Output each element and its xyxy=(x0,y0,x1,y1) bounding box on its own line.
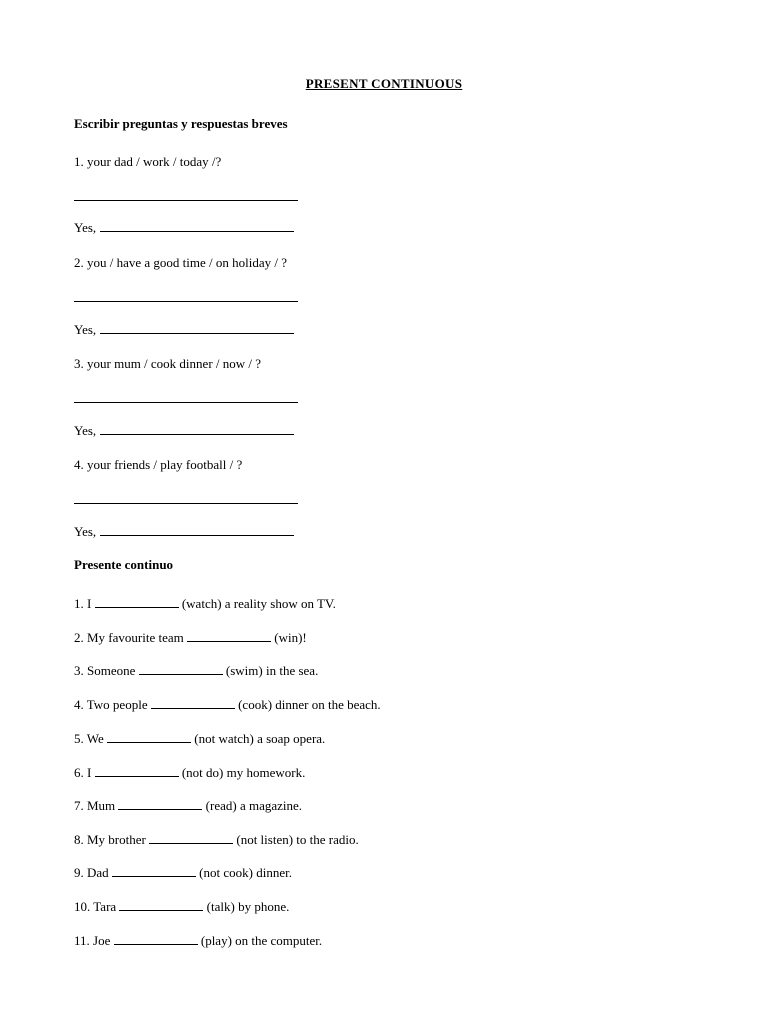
fill-blank[interactable] xyxy=(95,606,179,608)
item-suffix: (read) a magazine. xyxy=(202,798,303,813)
answer-blank[interactable] xyxy=(74,503,298,504)
question-item: 4. your friends / play football / ? xyxy=(74,457,243,472)
item-suffix: (not cook) dinner. xyxy=(195,865,292,880)
item-suffix: (not watch) a soap opera. xyxy=(191,731,326,746)
short-answer-row xyxy=(74,322,294,338)
item-prefix: 2. My favourite team xyxy=(74,630,187,645)
question-item: 3. your mum / cook dinner / now / ? xyxy=(74,356,262,371)
fill-blank[interactable] xyxy=(107,741,191,743)
exercise-item xyxy=(74,798,302,814)
fill-blank[interactable] xyxy=(151,707,235,709)
yes-label: Yes, xyxy=(74,220,97,235)
short-answer-blank[interactable] xyxy=(100,534,294,536)
fill-blank[interactable] xyxy=(95,775,179,777)
short-answer-blank[interactable] xyxy=(100,230,294,232)
exercise-item xyxy=(74,630,307,646)
exercise-item xyxy=(74,596,336,612)
item-prefix: 10. Tara xyxy=(74,899,120,914)
item-suffix: (cook) dinner on the beach. xyxy=(234,697,381,712)
section2-heading: Presente continuo xyxy=(74,557,174,572)
exercise-item xyxy=(74,933,322,949)
yes-label: Yes, xyxy=(74,524,97,539)
fill-blank[interactable] xyxy=(149,842,233,844)
yes-label: Yes, xyxy=(74,423,97,438)
short-answer-row xyxy=(74,423,294,439)
page-title: PRESENT CONTINUOUS xyxy=(305,76,463,91)
section1-heading: Escribir preguntas y respuestas breves xyxy=(74,116,288,131)
item-prefix: 4. Two people xyxy=(74,697,151,712)
exercise-item xyxy=(74,832,359,848)
short-answer-row xyxy=(74,524,294,540)
item-prefix: 3. Someone xyxy=(74,663,139,678)
question-item: 1. your dad / work / today /? xyxy=(74,154,222,169)
item-suffix: (not listen) to the radio. xyxy=(233,832,359,847)
fill-blank[interactable] xyxy=(114,943,198,945)
item-prefix: 1. I xyxy=(74,596,95,611)
answer-blank[interactable] xyxy=(74,200,298,201)
item-prefix: 8. My brother xyxy=(74,832,150,847)
exercise-item xyxy=(74,899,289,915)
fill-blank[interactable] xyxy=(119,909,203,911)
item-suffix: (not do) my homework. xyxy=(178,765,306,780)
fill-blank[interactable] xyxy=(187,640,271,642)
exercise-item xyxy=(74,697,381,713)
yes-label: Yes, xyxy=(74,322,97,337)
short-answer-blank[interactable] xyxy=(100,433,294,435)
answer-blank[interactable] xyxy=(74,402,298,403)
exercise-item xyxy=(74,765,305,781)
item-suffix: (talk) by phone. xyxy=(203,899,290,914)
item-prefix: 6. I xyxy=(74,765,95,780)
item-prefix: 11. Joe xyxy=(74,933,114,948)
short-answer-row xyxy=(74,220,294,236)
exercise-item xyxy=(74,731,325,747)
fill-blank[interactable] xyxy=(112,875,196,877)
item-prefix: 9. Dad xyxy=(74,865,112,880)
item-suffix: (win)! xyxy=(271,630,307,645)
fill-blank[interactable] xyxy=(139,673,223,675)
exercise-item xyxy=(74,865,292,881)
item-prefix: 5. We xyxy=(74,731,108,746)
item-suffix: (watch) a reality show on TV. xyxy=(178,596,336,611)
fill-blank[interactable] xyxy=(118,808,202,810)
item-suffix: (play) on the computer. xyxy=(197,933,323,948)
answer-blank[interactable] xyxy=(74,301,298,302)
item-prefix: 7. Mum xyxy=(74,798,119,813)
question-item: 2. you / have a good time / on holiday / ? xyxy=(74,255,288,270)
item-suffix: (swim) in the sea. xyxy=(222,663,319,678)
short-answer-blank[interactable] xyxy=(100,332,294,334)
exercise-item xyxy=(74,663,318,679)
